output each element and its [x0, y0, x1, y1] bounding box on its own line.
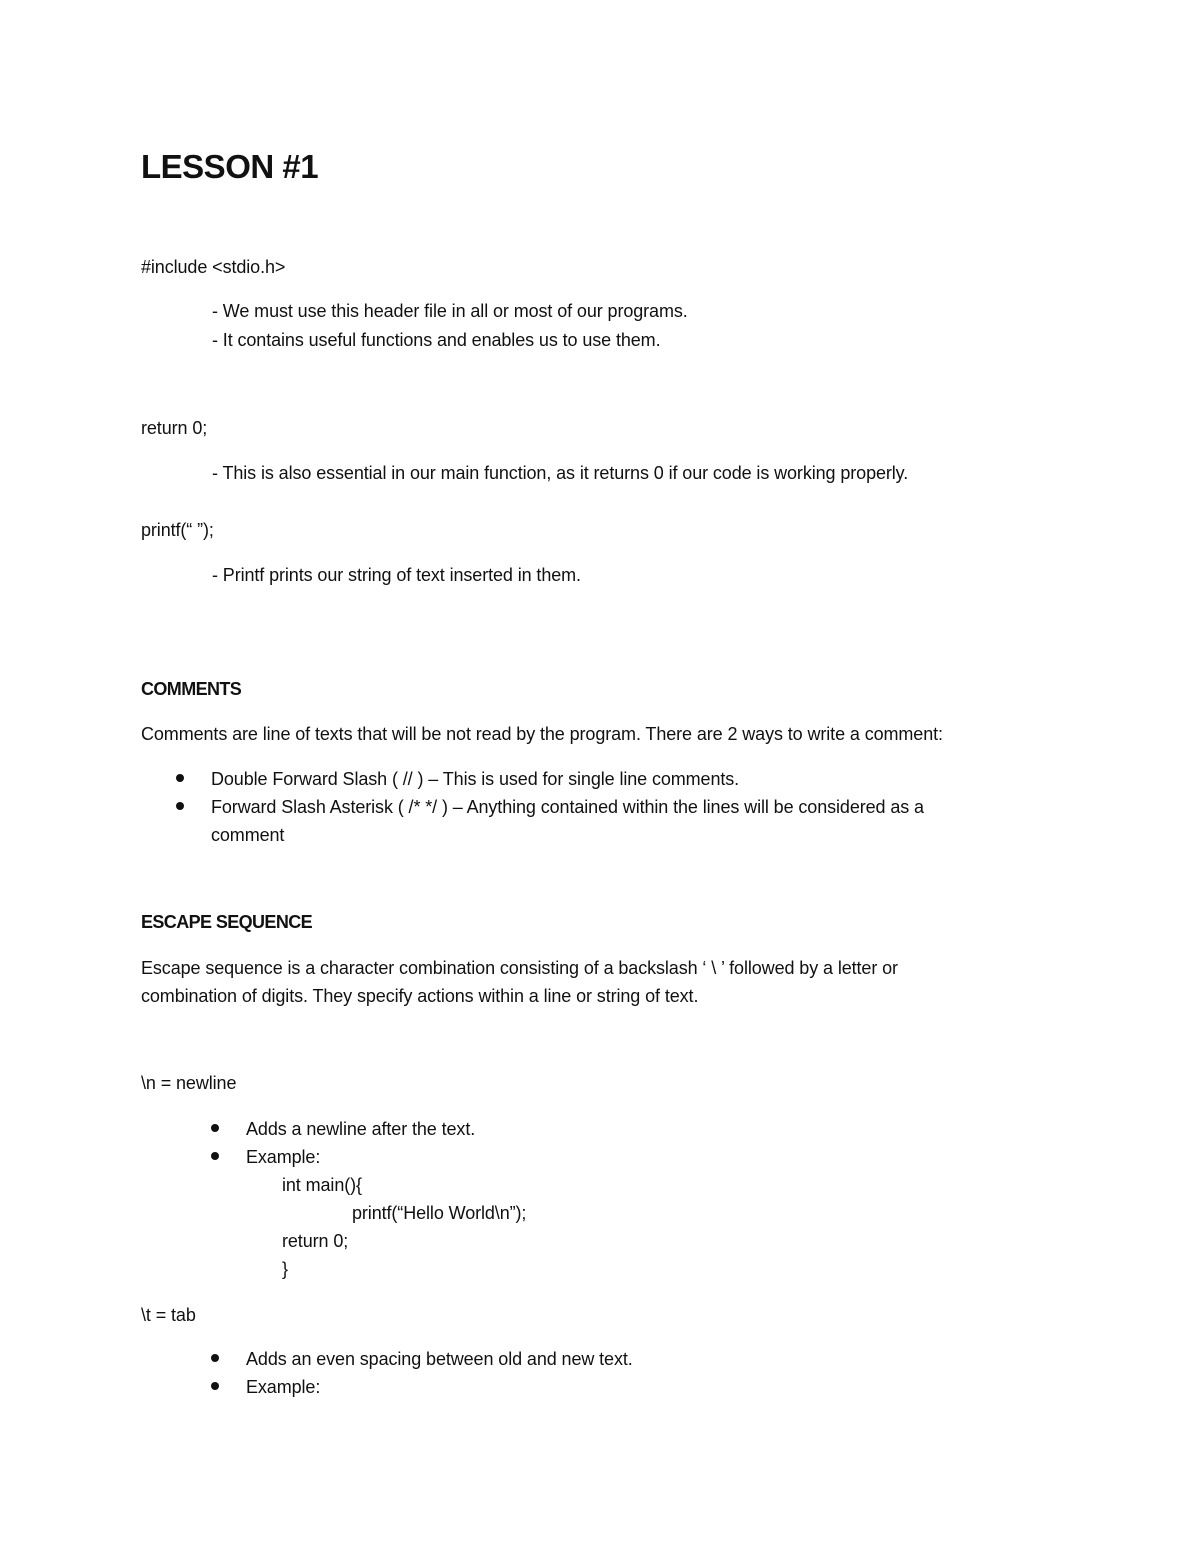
code-line-4: }: [282, 1259, 288, 1279]
tab-item-1: Adds an even spacing between old and new text.: [246, 1349, 633, 1369]
return-note: - This is also essential in our main function, as it returns 0 if our code is working properly.: [212, 463, 909, 483]
tab-label: \t = tab: [141, 1305, 196, 1325]
escape-intro-line-2: combination of digits. They specify actions within a line or string of text.: [141, 986, 699, 1006]
newline-item-2: Example:: [246, 1147, 321, 1167]
bullet-icon: [211, 1382, 219, 1390]
bullet-icon: [176, 802, 184, 810]
comments-item-1: Double Forward Slash ( // ) – This is used for single line comments.: [211, 769, 740, 789]
bullet-icon: [176, 774, 184, 782]
code-line-3: return 0;: [282, 1231, 349, 1251]
bullet-icon: [211, 1152, 219, 1160]
include-note-1: - We must use this header file in all or most of our programs.: [212, 301, 688, 321]
comments-item-2: Forward Slash Asterisk ( /* */ ) – Anything contained within the lines will be considered as a: [211, 797, 924, 817]
comments-intro: Comments are line of texts that will be not read by the program. There are 2 ways to write a comment:: [141, 724, 943, 744]
return-code: return 0;: [141, 418, 208, 438]
code-line-1: int main(){: [282, 1175, 362, 1195]
comments-item-2-continued: comment: [211, 825, 285, 845]
page-title: LESSON #1: [141, 148, 319, 185]
newline-label: \n = newline: [141, 1073, 237, 1093]
printf-code: printf(“ ”);: [141, 520, 214, 540]
include-code: #include <stdio.h>: [141, 257, 286, 277]
newline-item-1: Adds a newline after the text.: [246, 1119, 476, 1139]
escape-intro-line-1: Escape sequence is a character combination consisting of a backslash ‘ \ ’ followed by a letter or: [141, 958, 898, 978]
tab-item-2: Example:: [246, 1377, 321, 1397]
comments-heading: COMMENTS: [141, 679, 242, 699]
code-line-2: printf(“Hello World\n”);: [352, 1203, 527, 1223]
bullet-icon: [211, 1354, 219, 1362]
escape-heading: ESCAPE SEQUENCE: [141, 912, 313, 932]
include-note-2: - It contains useful functions and enables us to use them.: [212, 330, 661, 350]
printf-note: - Printf prints our string of text inserted in them.: [212, 565, 581, 585]
bullet-icon: [211, 1124, 219, 1132]
